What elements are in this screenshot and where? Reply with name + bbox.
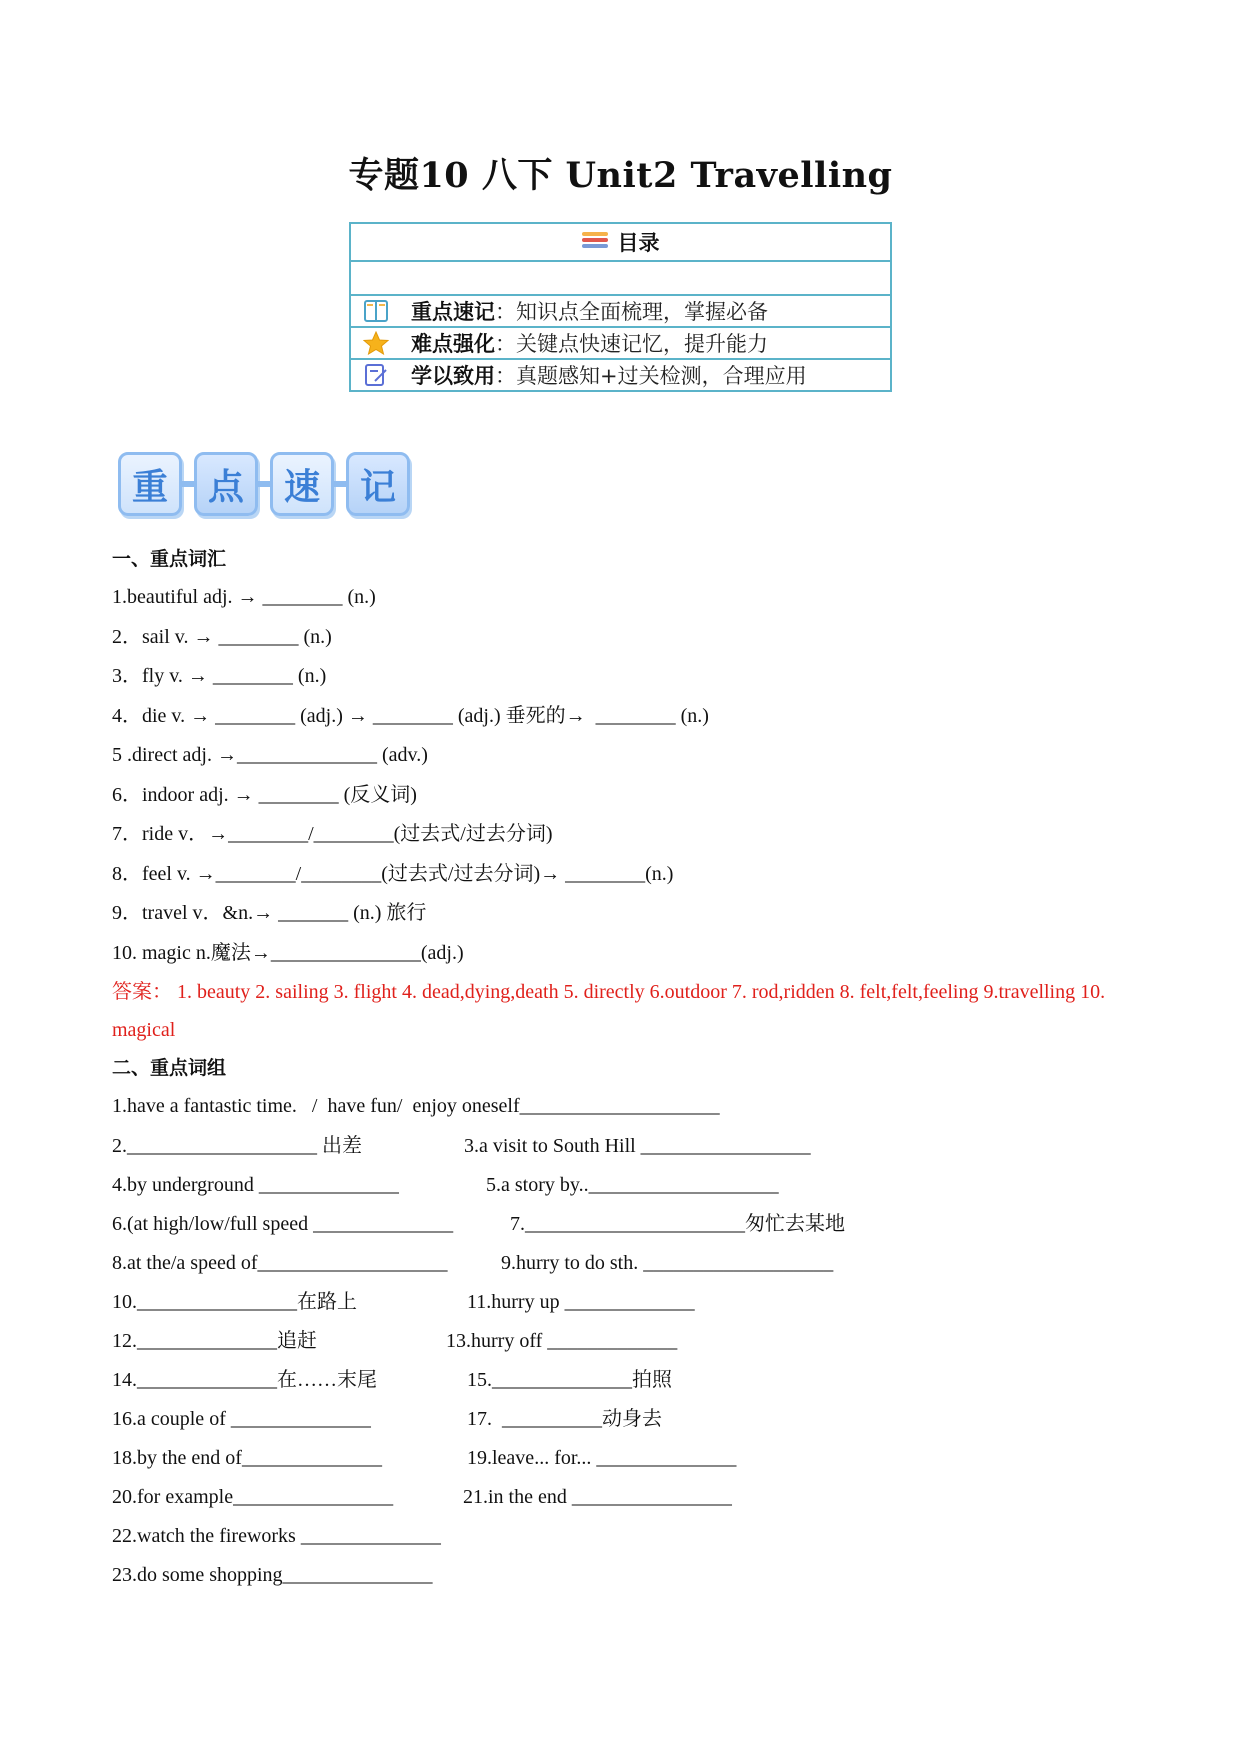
toc-item-label: 重点速记 bbox=[411, 300, 495, 324]
toc-item-label: 学以致用 bbox=[411, 364, 495, 388]
banner-link bbox=[334, 481, 346, 487]
banner-link bbox=[182, 481, 194, 487]
banner-tile: 记 bbox=[346, 452, 410, 516]
banner-tile: 点 bbox=[194, 452, 258, 516]
phrase-item: 23.do some shopping_______________ bbox=[112, 1564, 433, 1586]
vocab-item: 1.beautiful adj. → ________ (n.) bbox=[112, 586, 376, 608]
phrase-item: 5.a story by..___________________ bbox=[486, 1173, 779, 1196]
phrase-item: 7.______________________匆忙去某地 bbox=[510, 1212, 845, 1235]
vocab-item: 3．fly v. → ________ (n.) bbox=[112, 665, 327, 687]
phrase-item: 16.a couple of ______________ bbox=[112, 1407, 371, 1430]
list-icon bbox=[582, 232, 608, 252]
toc-item-desc: ：关键点快速记忆，提升能力 bbox=[495, 332, 768, 356]
book-icon bbox=[363, 299, 389, 323]
phrase-item: 20.for example________________ bbox=[112, 1485, 394, 1508]
phrase-row bbox=[112, 1478, 1142, 1517]
phrase-row bbox=[112, 1439, 1142, 1478]
phrase-item: 6.(at high/low/full speed ______________ bbox=[112, 1212, 454, 1235]
phrase-row bbox=[112, 1283, 1142, 1322]
phrase-row bbox=[112, 1244, 1142, 1283]
phrase-item: 10.________________在路上 bbox=[112, 1290, 357, 1313]
phrase-item: 3.a visit to South Hill _________________ bbox=[464, 1134, 811, 1157]
vocab-item: 5 .direct adj. →______________ (adv.) bbox=[112, 744, 428, 766]
phrase-item: 11.hurry up _____________ bbox=[467, 1290, 695, 1313]
vocab-item: 8．feel v. →________/________(过去式/过去分词)→ ________(n.) bbox=[112, 862, 674, 885]
toc-item-application[interactable] bbox=[351, 360, 890, 390]
phrase-item: 18.by the end of______________ bbox=[112, 1446, 382, 1469]
banner-tile: 速 bbox=[270, 452, 334, 516]
phrase-row bbox=[112, 1322, 1142, 1361]
phrase-item: 19.leave... for... ______________ bbox=[467, 1446, 737, 1469]
phrase-item: 15.______________拍照 bbox=[467, 1368, 672, 1391]
worksheet-content bbox=[112, 540, 1142, 1596]
edit-icon bbox=[363, 363, 389, 387]
star-icon bbox=[363, 331, 389, 355]
banner-tile: 重 bbox=[118, 452, 182, 516]
phrase-item: 9.hurry to do sth. ___________________ bbox=[501, 1251, 834, 1274]
phrase-item: 8.at the/a speed of___________________ bbox=[112, 1251, 448, 1274]
phrase-item: 12.______________追赶 bbox=[112, 1329, 317, 1352]
section-heading: 二、重点词组 bbox=[112, 1057, 227, 1079]
toc-item-difficult-points[interactable] bbox=[351, 328, 890, 360]
phrase-item: 2.___________________ 出差 bbox=[112, 1134, 362, 1157]
toc-header bbox=[351, 224, 890, 262]
toc-item-key-points[interactable] bbox=[351, 296, 890, 328]
vocab-item: 2．sail v. → ________ (n.) bbox=[112, 625, 332, 648]
section-banner bbox=[118, 452, 410, 516]
phrase-item: 13.hurry off _____________ bbox=[446, 1329, 678, 1352]
answer-key: 答案： 1. beauty 2. sailing 3. flight 4. dead,dying,death 5. directly 6.outdoor 7. rod,ridden 8. felt,felt,feeling 9.travelling 10. magical bbox=[112, 981, 1106, 1041]
phrase-row bbox=[112, 1361, 1142, 1400]
phrase-row bbox=[112, 1127, 1142, 1166]
phrase-item: 1.have a fantastic time. / have fun/ enjoy oneself____________________ bbox=[112, 1095, 720, 1117]
page-title: 专题10 八下 Unit2 Travelling bbox=[348, 155, 893, 196]
toc-blank-row bbox=[351, 262, 890, 296]
phrase-item: 4.by underground ______________ bbox=[112, 1173, 399, 1196]
toc-heading: 目录 bbox=[617, 231, 660, 255]
phrase-row bbox=[112, 1205, 1142, 1244]
vocab-item: 6．indoor adj. → ________ (反义词) bbox=[112, 783, 417, 806]
toc-item-label: 难点强化 bbox=[411, 332, 495, 356]
vocab-item: 7．ride v．→________/________(过去式/过去分词) bbox=[112, 823, 553, 845]
vocab-item: 9．travel v．&n.→ _______ (n.) 旅行 bbox=[112, 902, 427, 924]
phrase-item: 22.watch the fireworks ______________ bbox=[112, 1524, 441, 1547]
toc-item-desc: ：真题感知+过关检测，合理应用 bbox=[495, 364, 807, 388]
phrase-item: 14.______________在……末尾 bbox=[112, 1368, 377, 1391]
phrase-row bbox=[112, 1400, 1142, 1439]
phrase-item: 21.in the end ________________ bbox=[463, 1485, 732, 1508]
section-heading: 一、重点词汇 bbox=[112, 548, 227, 570]
phrase-item: 17. __________动身去 bbox=[467, 1407, 662, 1430]
vocab-item: 10. magic n.魔法→_______________(adj.) bbox=[112, 941, 464, 964]
phrase-row bbox=[112, 1166, 1142, 1205]
vocab-item: 4．die v. → ________ (adj.) → ________ (adj.) 垂死的→ ________ (n.) bbox=[112, 704, 709, 727]
table-of-contents bbox=[349, 222, 892, 392]
toc-item-desc: ：知识点全面梳理，掌握必备 bbox=[495, 300, 768, 324]
banner-link bbox=[258, 481, 270, 487]
